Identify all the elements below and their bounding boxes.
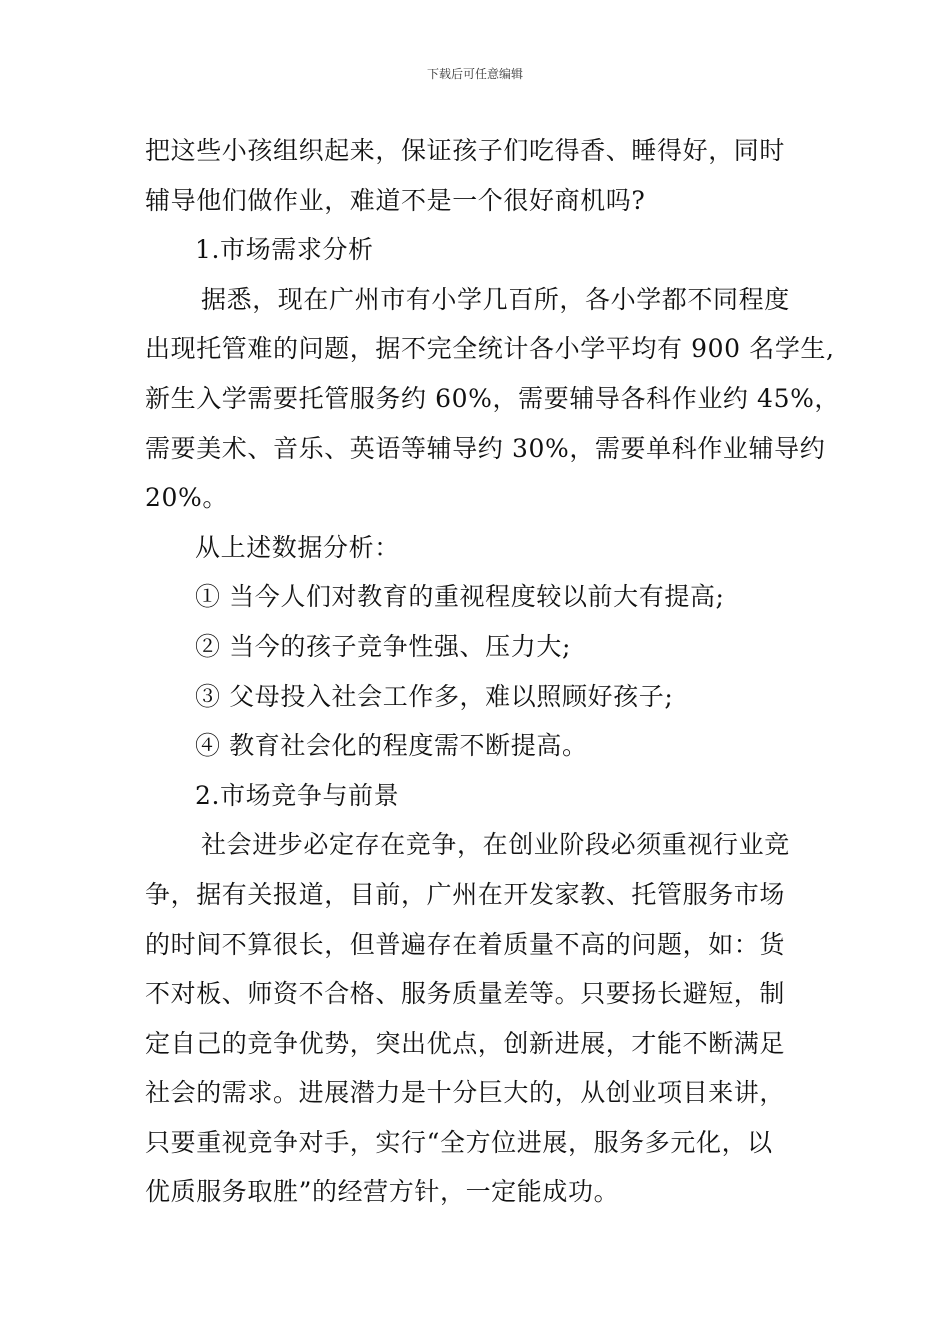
section2-paragraph-line: 社会进步必定存在竞争，在创业阶段必须重视行业竞 xyxy=(201,830,790,860)
section2-paragraph-line: 定自己的竞争优势，突出优点，创新进展，才能不断满足 xyxy=(145,1028,786,1058)
section2-paragraph-line: 的时间不算很长，但普遍存在着质量不高的问题，如：货 xyxy=(145,929,786,959)
analysis-intro: 从上述数据分析： xyxy=(195,532,400,562)
section2-paragraph-line: 优质服务取胜”的经营方针，一定能成功。 xyxy=(145,1177,620,1207)
section2-paragraph-line: 社会的需求。进展潜力是十分巨大的，从创业项目来讲， xyxy=(145,1078,786,1108)
document-body xyxy=(145,126,841,1217)
section1-paragraph-line: 新生入学需要托管服务约 60%，需要辅导各科作业约 45%， xyxy=(145,383,841,413)
section2-paragraph-line: 不对板、师资不合格、服务质量差等。只要扬长避短，制 xyxy=(145,979,786,1009)
section-heading-2: 2.市场竞争与前景 xyxy=(195,780,400,810)
section1-paragraph-line: 出现托管难的问题，据不完全统计各小学平均有 900 名学生, xyxy=(145,334,835,364)
section-heading-1: 1.市场需求分析 xyxy=(195,235,374,265)
section1-paragraph-line: 据悉，现在广州市有小学几百所，各小学都不同程度 xyxy=(201,284,790,314)
section2-paragraph-line: 争，据有关报道，目前，广州在开发家教、托管服务市场 xyxy=(145,879,786,909)
intro-line: 把这些小孩组织起来，保证孩子们吃得香、睡得好，同时 xyxy=(145,136,786,165)
intro-line: 辅导他们做作业，难道不是一个很好商机吗? xyxy=(145,185,646,215)
analysis-point: ② 当今的孩子竞争性强、压力大; xyxy=(195,631,571,661)
page-header: 下载后可任意编辑 xyxy=(426,67,523,81)
analysis-point: ③ 父母投入社会工作多，难以照顾好孩子; xyxy=(195,681,674,711)
section1-paragraph-line: 需要美术、音乐、英语等辅导约 30%，需要单科作业辅导约 xyxy=(145,433,826,463)
analysis-point: ① 当今人们对教育的重视程度较以前大有提高; xyxy=(195,582,725,612)
section1-paragraph-line: 20%。 xyxy=(145,483,228,513)
section2-paragraph-line: 只要重视竞争对手，实行“全方位进展，服务多元化，以 xyxy=(145,1127,773,1157)
analysis-point: ④ 教育社会化的程度需不断提高。 xyxy=(195,731,588,761)
